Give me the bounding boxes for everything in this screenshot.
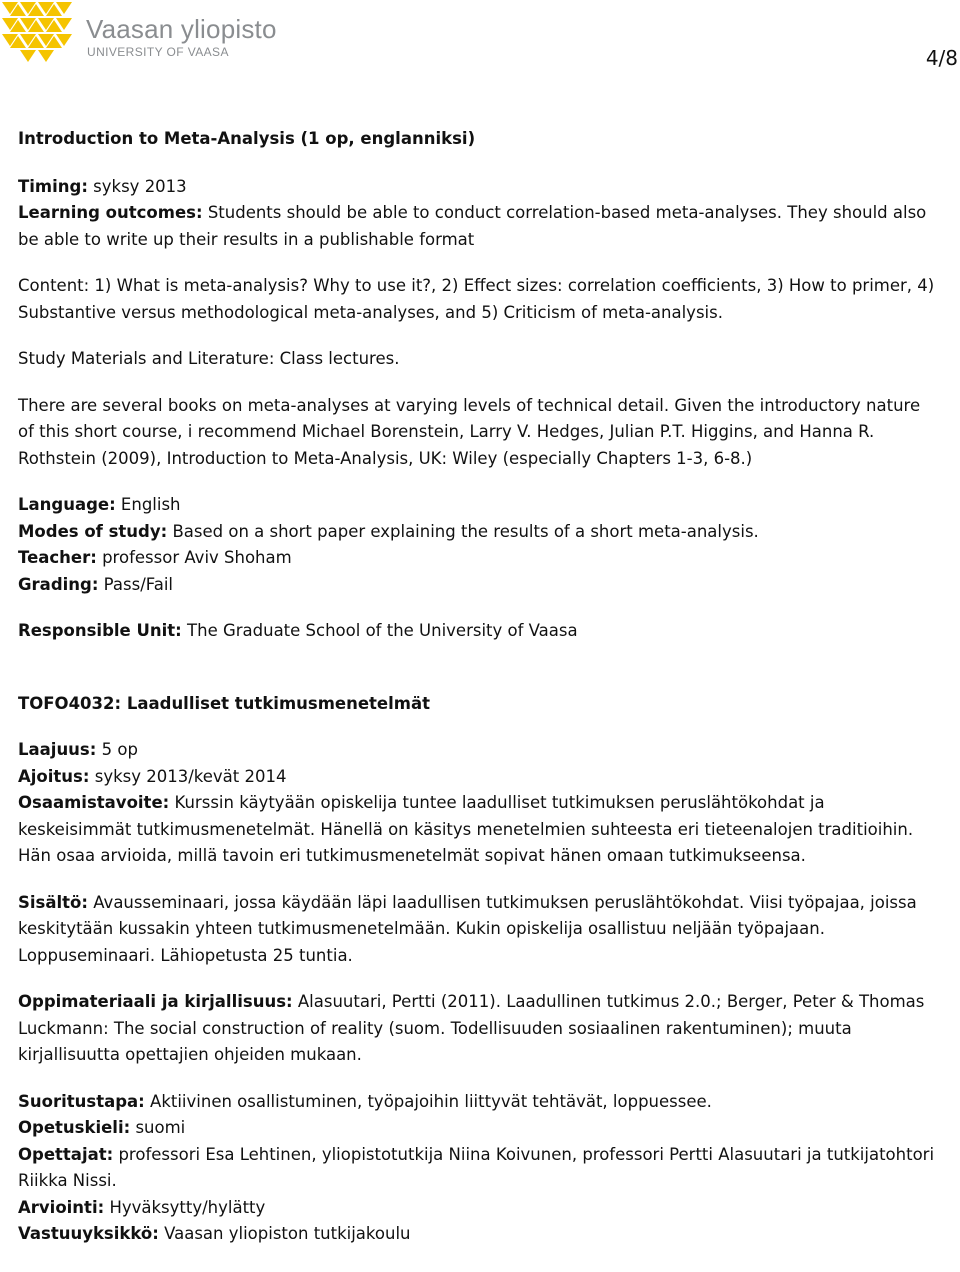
content-paragraph: Content: 1) What is meta-analysis? Why to use it?, 2) Effect sizes: correlation coefficients, 3) How to primer, 4) Substantive versus methodological meta-analyses, and 5) Criticism of meta-analysis.: [18, 276, 935, 322]
university-logo-mark: [2, 2, 74, 64]
course-code-title: TOFO4032: Laadulliset tutkimusmenetelmät: [18, 693, 430, 713]
sisalto-paragraph: Sisältö: Avausseminaari, jossa käydään läpi laadullisen tutkimuksen peruslähtökohdat. Viisi työpajaa, joissa keskitytään kussakin yhteen tutkimusmenetelmään. Kukin opiskelija osallistuu neljään työpajaan. Loppuseminaari. Lähiopetusta 25 tuntia.: [18, 892, 917, 965]
logo-name: Vaasan yliopisto: [86, 14, 277, 44]
books-paragraph: There are several books on meta-analyses at varying levels of technical detail. Given the introductory nature of this short course, i recommend Michael Borenstein, Larry V. Hedges, Julian P.T. Higgins, and Hanna R. Rothstein (2009), Introduction to Meta-Analysis, UK: Wiley (especially Chapters 1-3, 6-8.): [18, 395, 921, 468]
modes-line: Modes of study: Based on a short paper explaining the results of a short meta-analysis.: [18, 521, 759, 541]
suoritustapa-line: Suoritustapa: Aktiivinen osallistuminen, työpajoihin liittyvät tehtävät, loppuessee.: [18, 1091, 712, 1111]
laajuus-line: Laajuus: 5 op: [18, 740, 138, 759]
opettajat-paragraph: Opettajat: professori Esa Lehtinen, yliopistotutkija Niina Koivunen, professori Pertti Alasuutari ja tutkijatohtori Riikka Nissi.: [18, 1144, 935, 1190]
oppimateriaali-paragraph: Oppimateriaali ja kirjallisuus: Alasuutari, Pertti (2011). Laadullinen tutkimus 2.0.; Berger, Peter & Thomas Luckmann: The social construction of reality (suom. Todellisuuden sosiaalinen rakentuminen); muuta kirjallisuutta opettajien ohjeiden mukaan.: [18, 992, 925, 1064]
opetuskieli-line: Opetuskieli: suomi: [18, 1118, 186, 1137]
page-header: [0, 0, 960, 80]
materials-paragraph: Study Materials and Literature: Class lectures.: [18, 349, 400, 368]
arviointi-line: Arviointi: Hyväksytty/hylätty: [18, 1197, 266, 1217]
course-title: Introduction to Meta-Analysis (1 op, englanniksi): [18, 129, 476, 148]
timing-line: Timing: syksy 2013: [18, 176, 187, 196]
grading-line: Grading: Pass/Fail: [18, 574, 174, 594]
vastuuyksikko-line: Vastuuyksikkö: Vaasan yliopiston tutkijakoulu: [18, 1224, 411, 1243]
language-line: Language: English: [18, 495, 181, 514]
page-number: 4/8: [925, 46, 958, 70]
responsible-unit-line: Responsible Unit: The Graduate School of the University of Vaasa: [18, 621, 578, 640]
learning-outcomes: Learning outcomes: Students should be able to conduct correlation-based meta-analyses. They should also be able to write up their results in a publishable format: [18, 203, 927, 249]
ajoitus-line: Ajoitus: syksy 2013/kevät 2014: [18, 766, 287, 786]
document-body: [18, 126, 938, 1248]
teacher-line: Teacher: professor Aviv Shoham: [18, 548, 292, 567]
osaamistavoite-paragraph: Osaamistavoite: Kurssin käytyään opiskelija tuntee laadulliset tutkimuksen peruslähtökohdat ja keskeisimmät tutkimusmenetelmät. Hänellä on käsitys menetelmien suhteesta eri tieteenalojen traditioihin. Hän osaa arvioida, millä tavoin eri tutkimusmenetelmät sopivat hänen omaan tutkimukseensa.: [18, 793, 914, 865]
logo-subtitle: UNIVERSITY OF VAASA: [87, 45, 229, 59]
